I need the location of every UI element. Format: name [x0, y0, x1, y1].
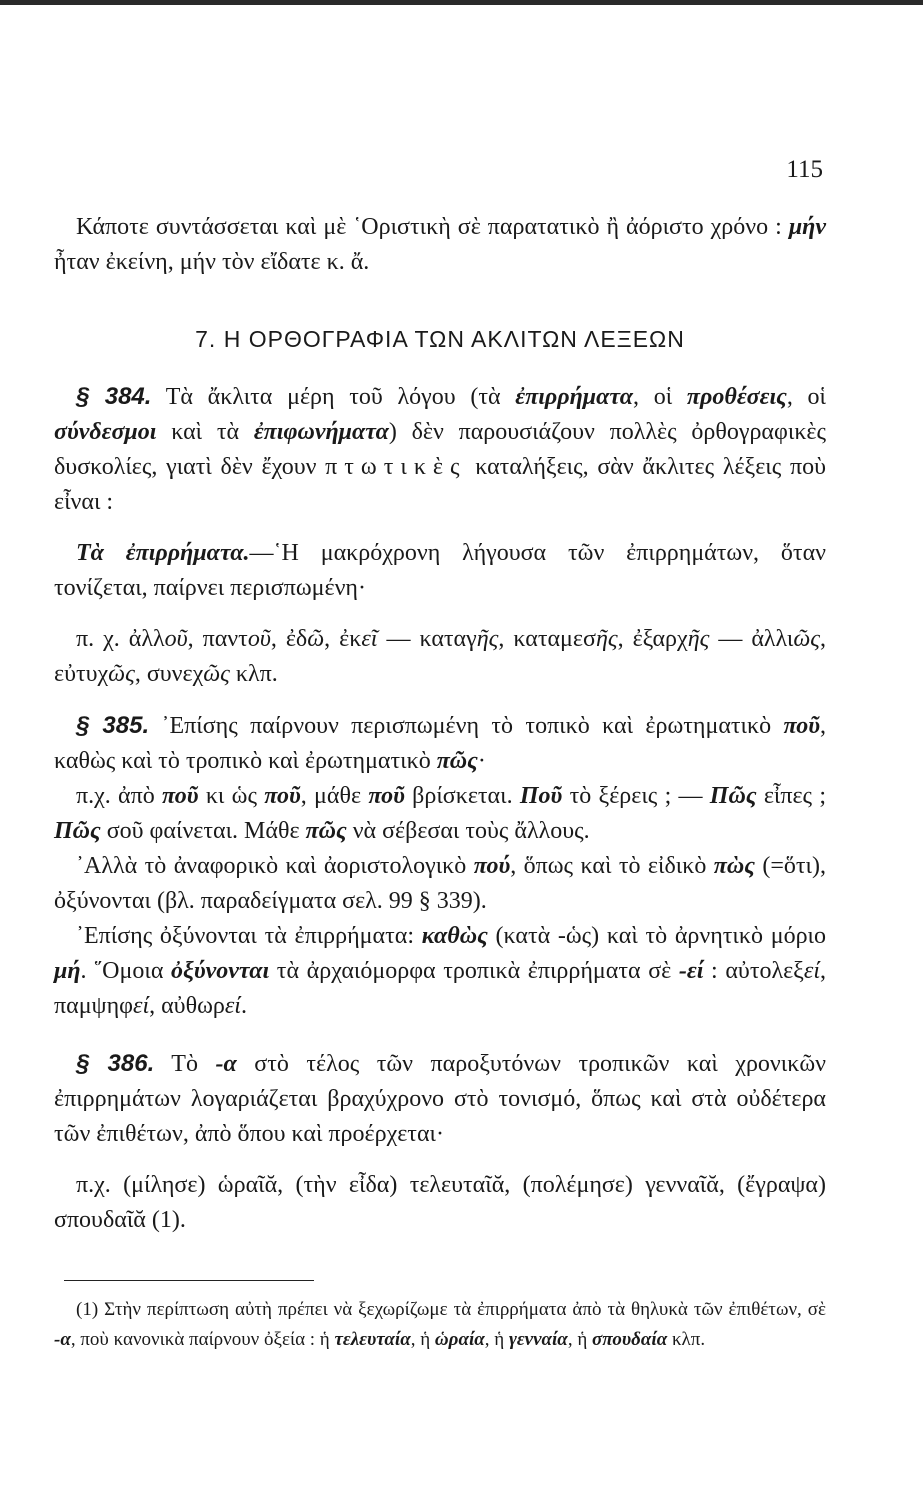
text: , καθὼς καὶ τὸ τροπικὸ καὶ ἐρωτηματικὸ [54, 713, 826, 774]
term: -εί [678, 958, 704, 984]
ending: εί [132, 993, 150, 1019]
text: , ἡ [567, 1329, 593, 1350]
term: μήν [788, 214, 826, 240]
term: ἐπιρρήματα [515, 384, 634, 410]
section-number: § 385. [76, 712, 150, 739]
examples-pou-pos [54, 779, 826, 849]
text: σοῦ φαίνεται. Μάθε [100, 818, 306, 844]
text: βρίσκεται. [404, 783, 520, 809]
section-386 [54, 1046, 826, 1152]
term: Πῶς [709, 783, 757, 809]
text: . [179, 1207, 186, 1233]
text: , παμψηφ [54, 958, 826, 1019]
term: καθὼς [421, 923, 488, 949]
top-border-line [0, 0, 923, 5]
text: , οἱ [633, 384, 687, 410]
term: ποῦ [783, 713, 820, 739]
text: ἦταν ἐκείνη, μήν τὸν εἴδατε κ. ἄ. [54, 249, 370, 275]
text: τὰ ἀρχαιόμορφα τροπικὰ ἐπιρρήματα σὲ [269, 958, 679, 984]
text: . ῞Ομοια [80, 958, 172, 984]
paragraph-anaforiko [54, 849, 826, 919]
text: π. χ. ἀλλ [76, 626, 165, 652]
term: μή [54, 958, 81, 984]
ending: εῖ [361, 626, 378, 652]
text: (κατὰ -ὡς) καὶ τὸ ἀρνητικὸ μόριο [487, 923, 826, 949]
footnote [54, 1295, 826, 1355]
section-number: § 386. [76, 1050, 155, 1077]
term: -α [54, 1329, 71, 1350]
text: κλπ. [667, 1329, 706, 1350]
term: ὡραία [434, 1329, 485, 1350]
ending: ῆς [476, 626, 499, 652]
term: πῶς [305, 818, 347, 844]
paragraph-epirrimata [54, 536, 826, 606]
text: Τὸ [154, 1051, 216, 1077]
section-385 [54, 708, 826, 779]
term: ποῦ [162, 783, 199, 809]
paragraph-orist [54, 210, 826, 280]
term: σπουδαία [592, 1329, 668, 1350]
text: ᾿Επίσης ὀξύνονται τὰ ἐπιρρήματα: [76, 923, 422, 949]
ending: ῆς [595, 626, 618, 652]
text: , ἐξαρχ [617, 626, 688, 652]
term: ποῦ [368, 783, 405, 809]
section-384 [54, 379, 826, 520]
footnote-reference[interactable]: (1) [151, 1207, 180, 1233]
text: τὸ ξέρεις ; — [562, 783, 710, 809]
text: Τὰ ἄκλιτα μέρη τοῦ λόγου (τὰ [151, 384, 516, 410]
term: -α [215, 1051, 237, 1077]
text: ᾿Αλλὰ τὸ ἀναφορικὸ καὶ ἀοριστολογικὸ [76, 853, 474, 879]
ending: εί [803, 958, 820, 984]
text: . [240, 993, 247, 1019]
paragraph-oxynontai [54, 919, 826, 1024]
ending: ῶ [307, 626, 325, 652]
page-body [54, 210, 826, 1355]
text: , ἡ [484, 1329, 509, 1350]
term: πού [473, 853, 511, 879]
text: κι ὡς [198, 783, 265, 809]
term: ποῦ [264, 783, 301, 809]
ending: ῶς [793, 626, 821, 652]
footnote-divider [64, 1280, 314, 1281]
section-heading: 7. Η ΟΡΘΟΓΡΑΦΙΑ ΤΩΝ ΑΚΛΙΤΩΝ ΛΕΞΕΩΝ [195, 326, 685, 352]
spaced-word: πτωτικὲς [325, 454, 467, 480]
text: , ποὺ κανονικὰ παίρνουν ὀξεία : ἡ [70, 1329, 335, 1350]
page-number: 115 [786, 156, 823, 183]
examples-brachy [54, 1168, 826, 1238]
ending: εί [224, 993, 241, 1019]
text: , ἐκ [324, 626, 362, 652]
text: , ἡ [410, 1329, 435, 1350]
text: , ὅπως καὶ τὸ εἰδικὸ [510, 853, 714, 879]
text: στὸ τέλος τῶν παροξυτόνων τροπικῶν καὶ χρονικῶν ἐπιρρημάτων λογαριάζεται βραχύχρονο στὸ τονισμό, ὅπως καὶ στὰ οὐδέτερα τῶν ἐπιθέτων, ἀπὸ ὅπου καὶ προέρχεται· [54, 1051, 826, 1147]
text: νὰ σέβεσαι τοὺς ἄλλους. [346, 818, 590, 844]
text: , μάθε [300, 783, 369, 809]
term: προθέσεις [686, 384, 787, 410]
ending: οῦ [164, 626, 188, 652]
text: , καταμεσ [498, 626, 596, 652]
text: —῾Η μακρόχρονη λήγουσα τῶν ἐπιρρημάτων, ὅταν τονίζεται, παίρνει περισπωμένη· [54, 540, 826, 601]
term: γενναία [508, 1329, 568, 1350]
term: Ποῦ [519, 783, 563, 809]
examples-perispomeni [54, 622, 826, 692]
text: ᾿Επίσης παίρνουν περισπωμένη τὸ τοπικὸ καὶ ἐρωτηματικὸ [149, 713, 784, 739]
text: , ἐδ [270, 626, 308, 652]
term: σύνδεσμοι [54, 419, 157, 445]
text: εἶπες ; [756, 783, 826, 809]
text: , οἱ [786, 384, 826, 410]
text: , παντ [187, 626, 248, 652]
term: πῶς [436, 748, 478, 774]
text: καταλήξεις, σὰν ἄκλιτες λέξεις ποὺ εἶναι : [54, 454, 826, 515]
subheading: Τὰ ἐπιρρήματα. [76, 540, 250, 566]
text: (1) Στὴν περίπτωση αὐτὴ πρέπει νὰ ξεχωρίζωμε τὰ ἐπιρρήματα ἀπὸ τὰ θηλυκὰ τῶν ἐπιθέτων, σὲ [76, 1299, 826, 1320]
term: Πῶς [54, 818, 101, 844]
text: , συνεχ [134, 661, 204, 687]
ending: ῶς [203, 661, 230, 687]
ending: ῆς [687, 626, 710, 652]
text: — καταγ [377, 626, 477, 652]
term: τελευταία [334, 1329, 411, 1350]
ending: ῶς [108, 661, 135, 687]
text: π.χ. (μίλησε) ὡραῖᾰ, (τὴν εἶδα) τελευταῖᾰ, (πολέμησε) γενναῖᾰ, (ἔγραψα) σπουδαῖᾰ [54, 1172, 826, 1233]
text: ) δὲν παρουσιάζουν πολλὲς ὀρθογραφικὲς δυσκολίες, γιατὶ δὲν ἔχουν [54, 419, 826, 480]
text: : αὐτολεξ [703, 958, 804, 984]
text: Κάποτε συντάσσεται καὶ μὲ ῾Οριστικὴ σὲ παρατατικὸ ἢ ἀόριστο χρόνο : [76, 214, 789, 240]
term: ἐπιφωνήματα [253, 419, 389, 445]
text: , εὐτυχ [54, 626, 827, 687]
text: καὶ τὰ [156, 419, 254, 445]
text: — ἀλλι [709, 626, 794, 652]
text: κλπ. [229, 661, 278, 687]
text: , αὐθωρ [149, 993, 225, 1019]
text: π.χ. ἀπὸ [76, 783, 163, 809]
ending: οῦ [247, 626, 271, 652]
text: · [477, 748, 486, 774]
section-number: § 384. [76, 383, 152, 410]
term: ὀξύνονται [171, 958, 270, 984]
term: πὼς [713, 853, 755, 879]
text: (=ὅτι), ὀξύνονται (βλ. παραδείγματα σελ. 99 § 339). [54, 853, 826, 914]
